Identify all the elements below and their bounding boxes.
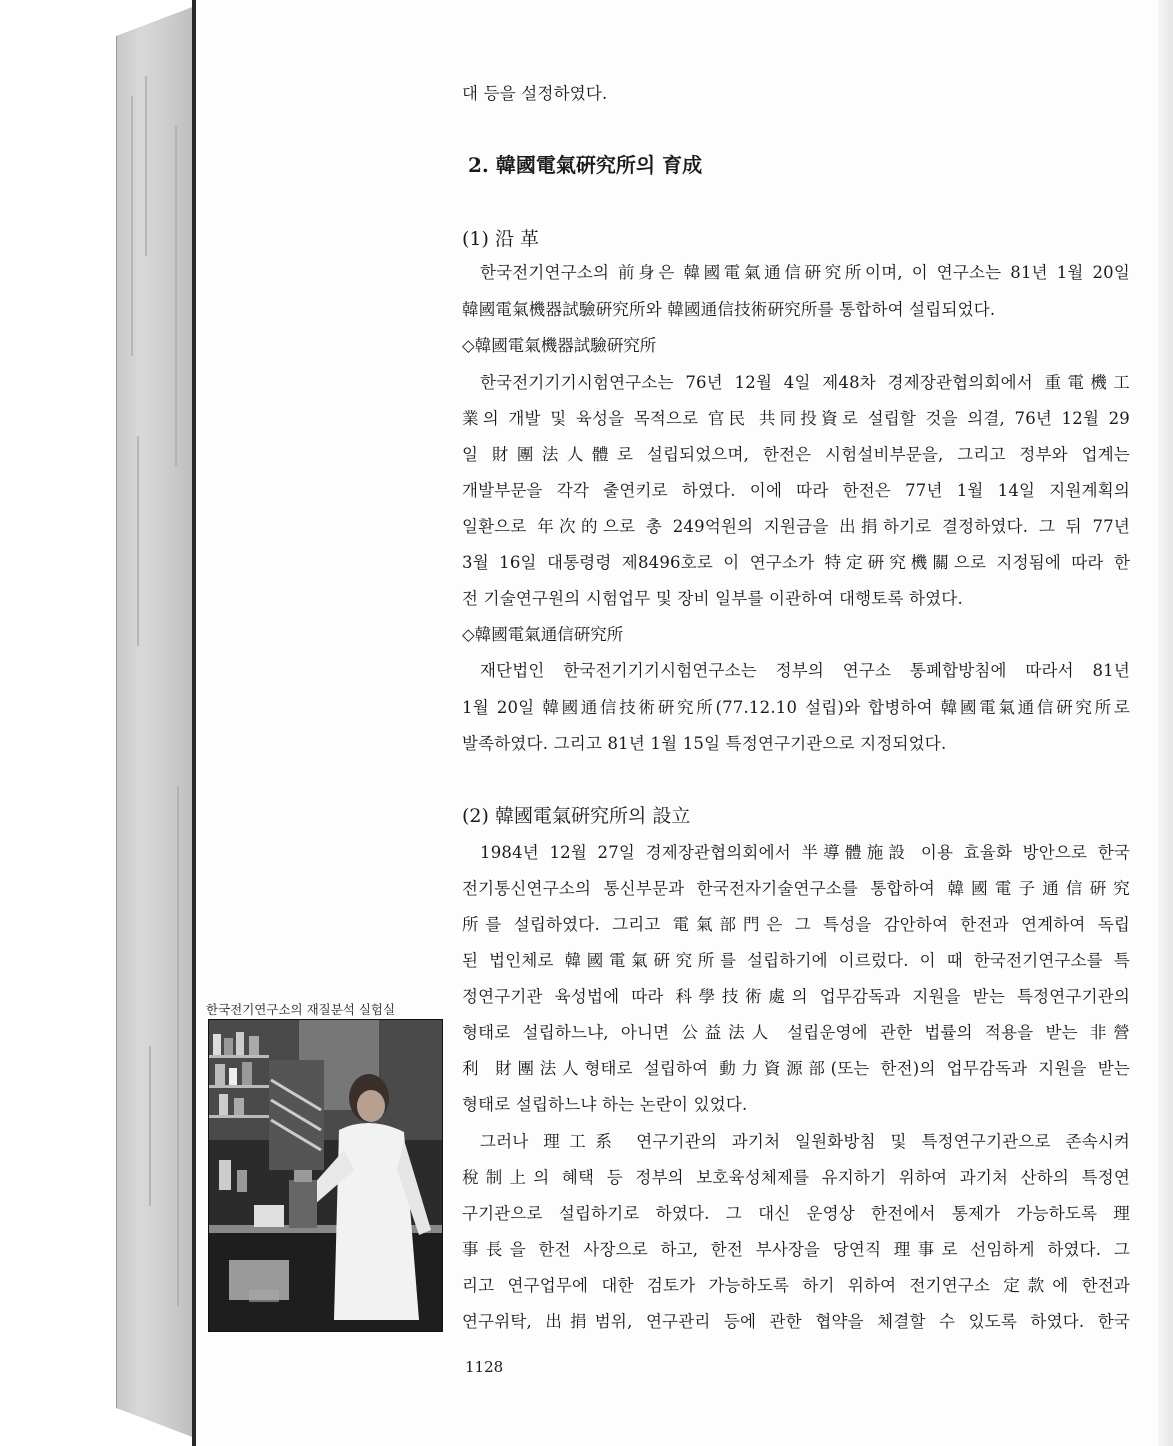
paragraph-line: 구기관으로 설립하기로 하였다. 그 대신 운영상 한전에서 통제가 가능하도록 理	[462, 1204, 1130, 1223]
paragraph-line: 한국전기연구소의 前身은 韓國電氣通信硏究所이며, 이 연구소는 81년 1월 20일	[480, 263, 1130, 282]
paragraph-line: 재단법인 한국전기기기시험연구소는 정부의 연구소 통폐합방침에 따라서 81년	[480, 661, 1130, 680]
paragraph-line: 그러나 理工系 연구기관의 과기처 일원화방침 및 특정연구기관으로 존속시켜	[480, 1132, 1130, 1151]
bullet-title-machinery-institute: ◇韓國電氣機器試驗硏究所	[462, 336, 657, 355]
paragraph-line: 3월 16일 대통령령 제8496호로 이 연구소가 特定硏究機關으로 지정됨에 따라 한	[462, 553, 1130, 572]
paragraph-line: 전 기술연구원의 시험업무 및 장비 일부를 이관하여 대행토록 하였다.	[462, 589, 963, 608]
section-title: 2. 韓國電氣硏究所의 育成	[468, 153, 703, 177]
paragraph-line: 事長을 한전 사장으로 하고, 한전 부사장을 당연직 理事로 선임하게 하였다. 그	[462, 1240, 1130, 1259]
paragraph-line: 일환으로 年次的으로 총 249억원의 지원금을 出捐하기로 결정하였다. 그 뒤 77년	[462, 517, 1130, 536]
paragraph-line: 발족하였다. 그리고 81년 1월 15일 특정연구기관으로 지정되었다.	[462, 734, 947, 753]
page-stack-edge	[116, 6, 195, 1438]
paragraph-line: 된 법인체로 韓國電氣硏究所를 설립하기에 이르렀다. 이 때 한국전기연구소를 특	[462, 951, 1130, 970]
paragraph-line: 개발부문을 각각 출연키로 하였다. 이에 따라 한전은 77년 1월 14일 지원계획의	[462, 481, 1130, 500]
paragraph-line: 일 財團法人體로 설립되었으며, 한전은 시험설비부문을, 그리고 정부와 업계는	[462, 445, 1130, 464]
page-right-edge	[1158, 0, 1173, 1446]
bullet-title-telecom-institute: ◇韓國電氣通信硏究所	[462, 625, 624, 644]
photo-caption: 한국전기연구소의 재질분석 실험실	[206, 1002, 396, 1017]
paragraph-line: 所를 설립하였다. 그리고 電氣部門은 그 특성을 감안하여 한전과 연계하여 독립	[462, 915, 1130, 934]
paragraph-line: 業의 개발 및 육성을 목적으로 官民 共同投資로 설립할 것을 의결, 76년 12월 29	[462, 409, 1130, 428]
intro-line: 대 등을 설정하였다.	[462, 84, 608, 103]
lab-photo	[208, 1019, 443, 1332]
paragraph-line: 리고 연구업무에 대한 검토가 가능하도록 하기 위하여 전기연구소 定款에 한전과	[462, 1276, 1130, 1295]
subsection-title-establishment: (2) 韓國電氣硏究所의 設立	[462, 805, 691, 827]
page-number: 1128	[465, 1358, 504, 1376]
paragraph-line: 1월 20일 韓國通信技術硏究所(77.12.10 설립)와 합병하여 韓國電氣通信硏究所로	[462, 698, 1130, 717]
paragraph-line: 형태로 설립하느냐 하는 논란이 있었다.	[462, 1095, 748, 1114]
paragraph-line: 韓國電氣機器試驗硏究所와 韓國通信技術硏究所를 통합하여 설립되었다.	[462, 300, 996, 319]
paragraph-line: 형태로 설립하느냐, 아니면 公益法人 설립운영에 관한 법률의 적용을 받는 非營	[462, 1023, 1130, 1042]
paragraph-line: 연구위탁, 出捐범위, 연구관리 등에 관한 협약을 체결할 수 있도록 하였다. 한국	[462, 1312, 1130, 1331]
paragraph-line: 稅制上의 혜택 등 정부의 보호육성체제를 유지하기 위하여 과기처 산하의 특정연	[462, 1168, 1130, 1187]
subsection-title-history: (1) 沿 革	[462, 228, 539, 250]
paragraph-line: 利 財團法人형태로 설립하여 動力資源部(또는 한전)의 업무감독과 지원을 받는	[462, 1059, 1130, 1078]
lab-photo-illustration	[209, 1020, 442, 1331]
paragraph-line: 전기통신연구소의 통신부문과 한국전자기술연구소를 통합하여 韓國電子通信硏究	[462, 879, 1130, 898]
paragraph-line: 한국전기기기시험연구소는 76년 12월 4일 제48차 경제장관협의회에서 重電機工	[480, 373, 1130, 392]
paragraph-line: 1984년 12월 27일 경제장관협의회에서 半導體施設 이용 효율화 방안으로 한국	[480, 843, 1130, 862]
paragraph-line: 정연구기관 육성법에 따라 科學技術處의 업무감독과 지원을 받는 특정연구기관의	[462, 987, 1130, 1006]
